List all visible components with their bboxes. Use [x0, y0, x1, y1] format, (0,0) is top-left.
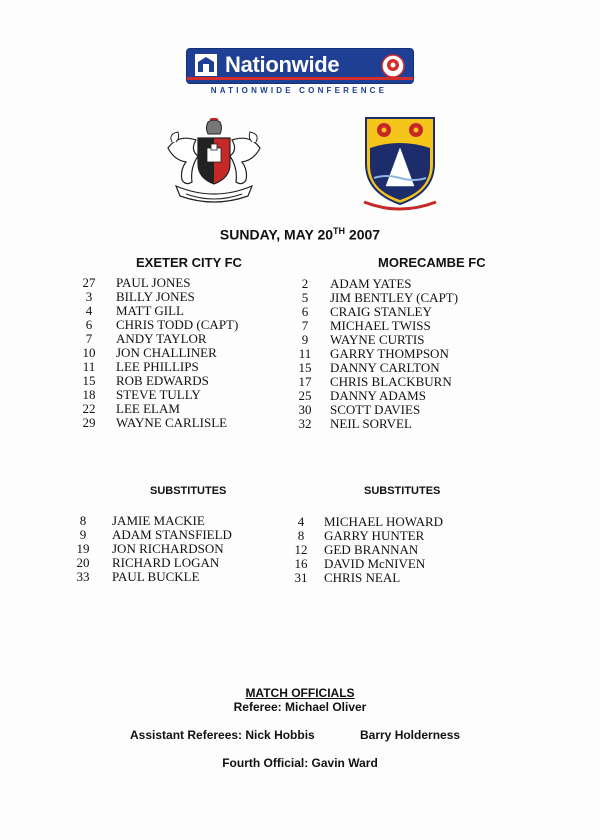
player-name: JAMIE MACKIE [112, 513, 205, 528]
player-name: CHRIS NEAL [324, 570, 401, 585]
nationwide-logo-icon [195, 54, 217, 76]
player-row [78, 388, 278, 402]
referee: Referee: Michael Oliver [233, 700, 367, 714]
player-row [294, 389, 494, 403]
home-subs-list [72, 514, 272, 584]
shirt-number: 15 [82, 373, 96, 388]
shirt-number: 8 [79, 513, 87, 528]
morecambe-crest-icon [360, 114, 440, 214]
league-name: NATIONWIDE CONFERENCE [210, 86, 388, 95]
officials-heading: MATCH OFFICIALS [245, 686, 355, 700]
shirt-number: 18 [82, 387, 96, 402]
player-row [78, 276, 278, 290]
away-lineup [294, 277, 494, 431]
shirt-number: 4 [85, 303, 93, 318]
player-row [294, 291, 494, 305]
shirt-number: 10 [82, 345, 96, 360]
shirt-number: 7 [85, 331, 93, 346]
player-row [290, 571, 490, 585]
player-name: CHRIS TODD (CAPT) [116, 317, 239, 332]
player-row [294, 361, 494, 375]
match-date-text: SUNDAY, MAY 20 [219, 226, 334, 243]
conference-rose-icon [381, 54, 405, 78]
player-row [78, 332, 278, 346]
player-name: LEE ELAM [116, 401, 180, 416]
player-row [294, 333, 494, 347]
player-name: SCOTT DAVIES [330, 402, 421, 417]
player-row [72, 570, 272, 584]
player-row [290, 543, 490, 557]
shirt-number: 20 [76, 555, 90, 570]
player-name: RICHARD LOGAN [112, 555, 220, 570]
shirt-number: 2 [301, 276, 309, 291]
player-row [78, 304, 278, 318]
player-name: ROB EDWARDS [116, 373, 209, 388]
player-name: JON CHALLINER [116, 345, 217, 360]
shirt-number: 9 [79, 527, 87, 542]
sponsor-red-strip [187, 77, 413, 80]
match-date-suffix: TH [333, 226, 346, 236]
shirt-number: 30 [298, 402, 312, 417]
home-lineup [78, 276, 278, 430]
home-subs-heading: SUBSTITUTES [150, 485, 227, 497]
player-row [78, 290, 278, 304]
player-name: JIM BENTLEY (CAPT) [330, 290, 459, 305]
player-row [72, 528, 272, 542]
exeter-city-crest-icon [158, 118, 270, 210]
shirt-number: 4 [297, 514, 305, 529]
shirt-number: 33 [76, 569, 90, 584]
shirt-number: 3 [85, 289, 93, 304]
match-date-year: 2007 [345, 226, 381, 243]
player-name: GED BRANNAN [324, 542, 419, 557]
player-row [294, 305, 494, 319]
player-row [78, 402, 278, 416]
sponsor-banner [186, 48, 414, 84]
player-row [78, 374, 278, 388]
shirt-number: 5 [301, 290, 309, 305]
player-name: JON RICHARDSON [112, 541, 224, 556]
fourth-official: Fourth Official: Gavin Ward [222, 756, 378, 770]
player-name: WAYNE CARLISLE [116, 415, 228, 430]
shirt-number: 8 [297, 528, 305, 543]
shirt-number: 27 [82, 275, 96, 290]
player-name: ANDY TAYLOR [116, 331, 207, 346]
player-row [78, 416, 278, 430]
assistant-referee-2: Barry Holderness [360, 728, 461, 742]
player-row [294, 375, 494, 389]
player-name: ADAM YATES [330, 276, 412, 291]
player-name: WAYNE CURTIS [330, 332, 425, 347]
player-name: MICHAEL TWISS [330, 318, 431, 333]
shirt-number: 6 [301, 304, 309, 319]
player-row [290, 557, 490, 571]
shirt-number: 11 [82, 359, 96, 374]
sponsor-name: Nationwide [225, 52, 340, 77]
player-row [78, 346, 278, 360]
shirt-number: 7 [301, 318, 309, 333]
player-name: DAVID McNIVEN [324, 556, 426, 571]
shirt-number: 17 [298, 374, 312, 389]
player-name: GARRY THOMPSON [330, 346, 449, 361]
shirt-number: 15 [298, 360, 312, 375]
player-row [290, 515, 490, 529]
player-name: NEIL SORVEL [330, 416, 412, 431]
player-name: MATT GILL [116, 303, 185, 318]
player-row [78, 318, 278, 332]
home-team-name: EXETER CITY FC [136, 255, 242, 270]
player-row [294, 347, 494, 361]
shirt-number: 6 [85, 317, 93, 332]
away-team-name: MORECAMBE FC [378, 255, 486, 270]
shirt-number: 31 [294, 570, 308, 585]
player-name: MICHAEL HOWARD [324, 514, 444, 529]
player-row [290, 529, 490, 543]
player-row [72, 542, 272, 556]
player-name: LEE PHILLIPS [116, 359, 199, 374]
shirt-number: 25 [298, 388, 312, 403]
player-row [294, 319, 494, 333]
shirt-number: 11 [298, 346, 312, 361]
shirt-number: 12 [294, 542, 308, 557]
shirt-number: 29 [82, 415, 96, 430]
match-date [0, 226, 600, 243]
shirt-number: 16 [294, 556, 308, 571]
player-name: STEVE TULLY [116, 387, 201, 402]
player-name: GARRY HUNTER [324, 528, 425, 543]
player-row [78, 360, 278, 374]
assistant-referees: Assistant Referees: Nick Hobbis [130, 728, 315, 742]
player-row [72, 556, 272, 570]
player-name: DANNY CARLTON [330, 360, 440, 375]
player-row [294, 417, 494, 431]
shirt-number: 32 [298, 416, 312, 431]
player-name: BILLY JONES [116, 289, 195, 304]
player-name: CRAIG STANLEY [330, 304, 432, 319]
away-subs-heading: SUBSTITUTES [364, 485, 441, 497]
player-row [72, 514, 272, 528]
player-name: PAUL JONES [116, 275, 191, 290]
player-row [294, 403, 494, 417]
shirt-number: 19 [76, 541, 90, 556]
player-row [294, 277, 494, 291]
player-name: CHRIS BLACKBURN [330, 374, 452, 389]
shirt-number: 9 [301, 332, 309, 347]
shirt-number: 22 [82, 401, 96, 416]
player-name: DANNY ADAMS [330, 388, 426, 403]
player-name: PAUL BUCKLE [112, 569, 200, 584]
player-name: ADAM STANSFIELD [112, 527, 232, 542]
away-subs-list [290, 515, 490, 585]
